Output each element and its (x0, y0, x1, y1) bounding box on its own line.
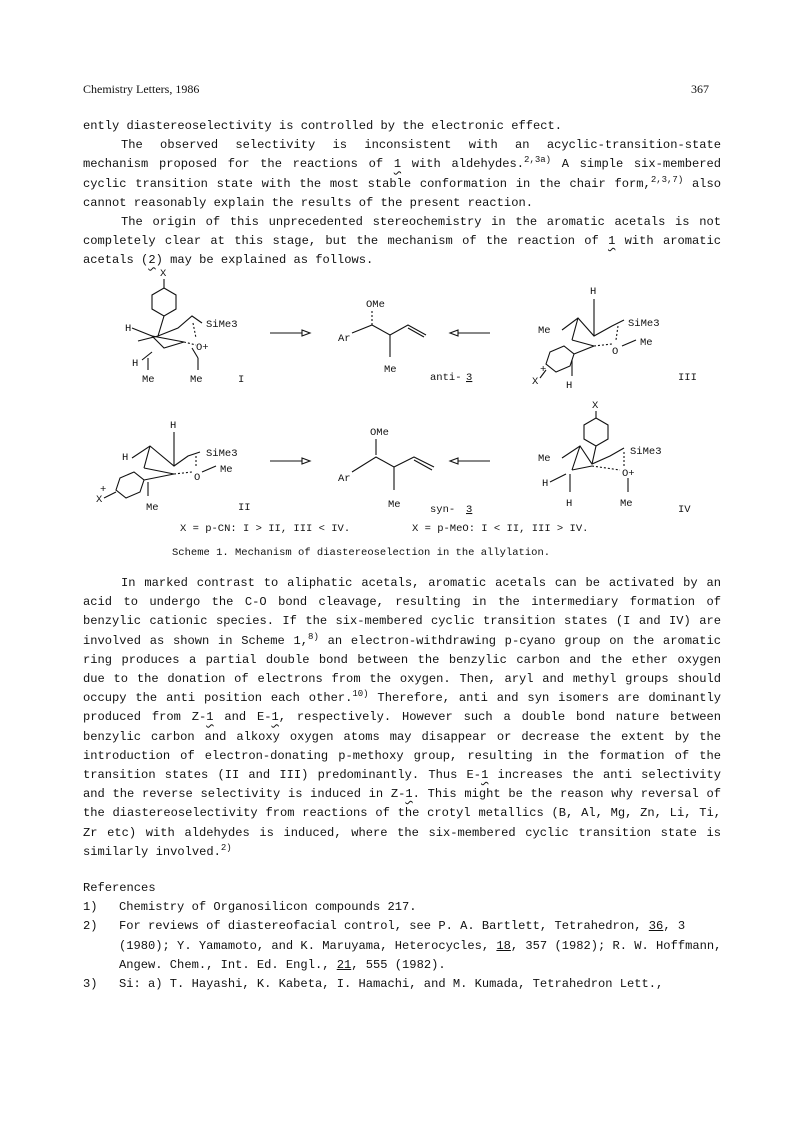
compound-ref: 1 (405, 787, 413, 802)
svg-text:X: X (532, 376, 539, 388)
svg-text:Me: Me (146, 502, 159, 514)
svg-text:H: H (542, 478, 549, 490)
svg-text:Me: Me (190, 374, 203, 386)
svg-text:3: 3 (466, 372, 473, 384)
paragraph-origin: The origin of this unprecedented stereochemistry in the aromatic acetals is not completely clear at this stage, but the mechanism of the reaction of 1 with aromatic acetals (2) may be explained as follows. (83, 215, 721, 268)
compound-ref: 1 (608, 234, 616, 249)
svg-text:H: H (132, 358, 139, 370)
svg-text:+: + (100, 484, 107, 496)
scheme-caption: Scheme 1. Mechanism of diastereoselection in the allylation. (172, 547, 551, 559)
svg-text:O+: O+ (196, 342, 209, 354)
svg-text:H: H (125, 323, 132, 335)
svg-text:SiMe3: SiMe3 (628, 318, 660, 330)
product-syn-3 (338, 427, 472, 516)
paragraph-intro (83, 117, 721, 271)
paragraph-discussion: In marked contrast to aliphatic acetals, aromatic acetals can be activated by an acid to undergo the C-O bond cleavage, resulting in the intermediary formation of benzylic cationic species. If the six-membered cyclic transition states (I and IV) are involved as shown in Scheme 1,$^{8)}$ an electron-withdrawing p-cyano group on the aromatic ring produces a partial double bond between the benzylic carbon and the ether oxygen due to the donation of electrons from the oxygen. Then, aryl and methyl groups should occupy the anti position each other.$^{10)}$ Therefore, anti and syn isomers are dominantly produced from Z-1 and E-1, respectively. However such a double bond nature between benzylic carbon and alkoxy oxygen atoms may disappear or decrease the extent by the introduction of electron-donating p-methoxy group, resulting in the formation of the transition states (II and III) predominantly. Thus E-1 increases the anti selectivity and the reverse selectivity is induced in Z-1. This might be the reason why reversal of the diastereoselectivity from reactions of the crotyl metallics (B, Al, Mg, Zn, Li, Ti, Zr etc) with aldehydes is induced, where the six-membered cyclic transition state is similarly involved.$^{2)}$ (83, 576, 722, 859)
transition-state-III (532, 286, 697, 392)
svg-text:I: I (238, 374, 245, 386)
svg-text:Me: Me (538, 325, 551, 337)
svg-text:X: X (160, 268, 167, 280)
svg-text:+: + (540, 364, 547, 376)
citation: 2,3a) (524, 155, 552, 166)
compound-ref: 1 (393, 157, 402, 172)
references (83, 879, 723, 994)
svg-text:H: H (170, 420, 177, 432)
svg-text:X: X (96, 494, 103, 506)
svg-text:H: H (566, 380, 573, 392)
citation: 2) (220, 842, 232, 853)
product-anti-3 (338, 299, 472, 384)
svg-text:syn-: syn- (430, 504, 456, 516)
svg-text:Me: Me (384, 364, 397, 376)
transition-state-II (96, 420, 251, 514)
svg-text:Me: Me (620, 498, 633, 510)
svg-text:O: O (612, 346, 619, 358)
transition-state-IV (538, 400, 691, 516)
scheme-1 (0, 262, 793, 562)
citation: 8) (308, 631, 319, 642)
svg-text:Me: Me (538, 453, 551, 465)
svg-text:O+: O+ (622, 468, 635, 480)
svg-text:SiMe3: SiMe3 (206, 448, 238, 460)
svg-text:H: H (590, 286, 597, 298)
running-header: Chemistry Letters, 1986 (83, 82, 200, 96)
reference-2: 2) For reviews of diastereofacial control, see P. A. Bartlett, Tetrahedron, 36, 3 (1980); Y. Yamamoto, and K. Maruyama, Heterocycles, 18, 357 (1982); R. W. Hoffmann, Angew. Chem., Int. Ed. Engl., 21, 555 (1982). (83, 919, 722, 972)
references-heading: References (83, 881, 156, 895)
svg-text:OMe: OMe (366, 299, 385, 311)
paragraph-observed: The observed selectivity is inconsistent with an acyclic-transition-state mechanism proposed for the reactions of 1 with aldehydes.$^{2,3a)}$ A simple six-membered cyclic transition state with the most stable conformation in the chair form,$^{2,3,7)}$ also cannot reasonably explain the results of the present reaction. (83, 138, 721, 210)
compound-ref: 1 (206, 710, 214, 725)
citation: 2,3,7) (650, 174, 684, 185)
svg-text:Me: Me (220, 464, 233, 476)
compound-ref: 2 (148, 253, 156, 268)
svg-text:SiMe3: SiMe3 (630, 446, 662, 458)
svg-text:OMe: OMe (370, 427, 389, 439)
svg-text:3: 3 (466, 504, 473, 516)
compound-ref: 1 (481, 768, 489, 783)
compound-ref: 1 (271, 710, 279, 725)
svg-text:Me: Me (142, 374, 155, 386)
condition-meo: X = p-MeO: I < II, III > IV. (412, 523, 589, 535)
reference-3: 3) Si: a) T. Hayashi, K. Kabeta, I. Hamachi, and M. Kumada, Tetrahedron Lett., (83, 977, 664, 992)
svg-text:X: X (592, 400, 599, 412)
svg-text:Me: Me (640, 337, 653, 349)
svg-text:H: H (566, 498, 573, 510)
svg-text:II: II (238, 502, 251, 514)
svg-text:SiMe3: SiMe3 (206, 319, 238, 331)
transition-state-I (125, 268, 244, 386)
svg-text:Me: Me (388, 499, 401, 511)
svg-text:IV: IV (678, 504, 691, 516)
svg-text:Ar: Ar (338, 333, 351, 345)
condition-cn: X = p-CN: I > II, III < IV. (180, 523, 351, 535)
citation: 10) (352, 689, 369, 700)
reference-1: 1) Chemistry of Organosilicon compounds 217. (83, 900, 417, 915)
svg-text:H: H (122, 452, 129, 464)
svg-text:anti-: anti- (430, 372, 462, 384)
svg-text:Ar: Ar (338, 473, 351, 485)
page-number: 367 (691, 82, 709, 96)
text-line: ently diastereoselectivity is controlled by the electronic effect. (83, 119, 562, 133)
svg-text:O: O (194, 472, 201, 484)
svg-text:III: III (678, 372, 697, 384)
